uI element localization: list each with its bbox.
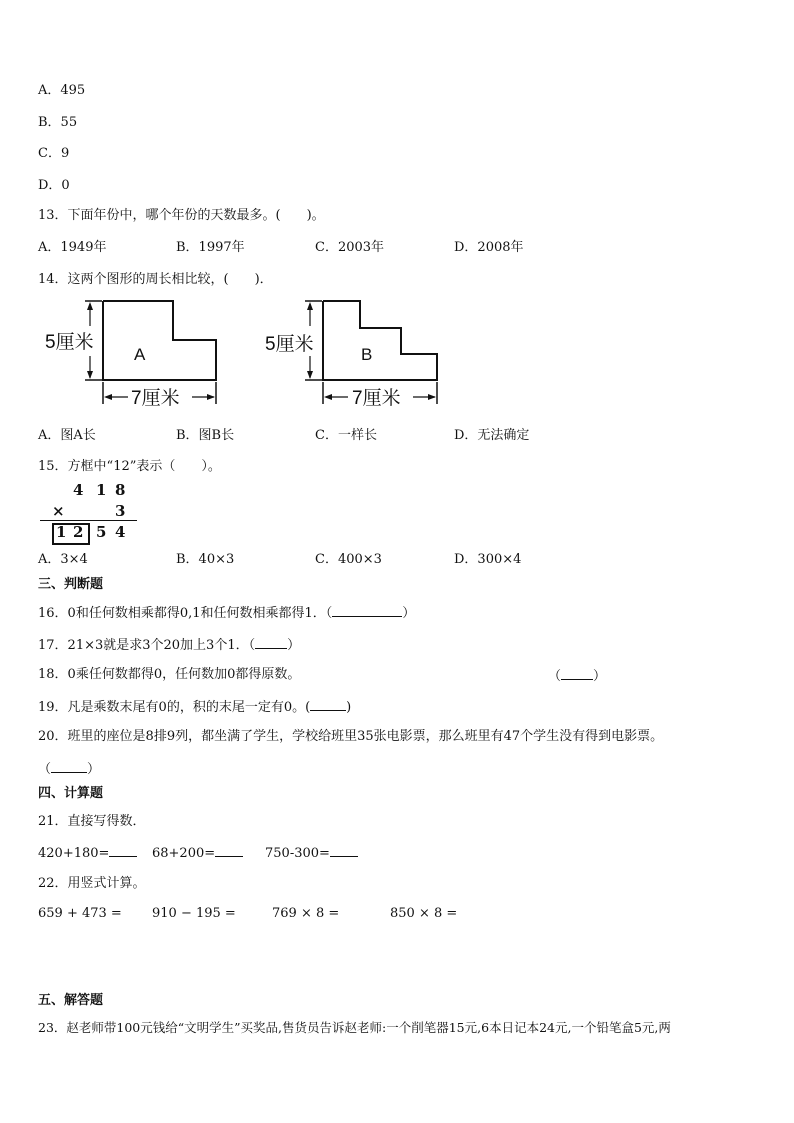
question-21: 21．直接写得数． <box>38 814 146 829</box>
answer-blank[interactable] <box>109 844 137 857</box>
option-b: B．55 <box>38 115 78 130</box>
q13-option-d: D．2008年 <box>454 240 524 255</box>
paren-open: （ <box>38 762 52 777</box>
product-digit: 4 <box>115 523 126 541</box>
figure-a-width-label: 7厘米 <box>131 388 180 409</box>
question-19 <box>38 698 351 716</box>
oral-calc-item <box>152 844 243 861</box>
option-a: A．495 <box>38 83 86 98</box>
q15-option-d: D．300×4 <box>454 552 522 567</box>
question-20: 20．班里的座位是8排9列，都坐满了学生，学校给班里35张电影票，那么班里有47个学生没有得到电影票。 <box>38 729 664 744</box>
section-title: 三、判断题 <box>38 577 104 592</box>
q14-option-c: C．一样长 <box>315 428 377 443</box>
q14-option-b: B．图B长 <box>176 428 235 443</box>
q15-option-b: B．40×3 <box>176 552 235 567</box>
vertical-calc-item: 769 × 8 = <box>272 906 340 921</box>
q15-option-a: A．3×4 <box>38 552 88 567</box>
product-digit: 5 <box>96 523 107 541</box>
vertical-calc-item: 910 − 195 = <box>152 906 236 921</box>
multiplicand-digit: 4 <box>73 481 84 499</box>
sum-line <box>40 520 137 521</box>
answer-blank[interactable] <box>255 636 287 649</box>
q13-option-c: C．2003年 <box>315 240 385 255</box>
paren-open: （ <box>548 669 562 684</box>
q14-option-d: D．无法确定 <box>454 428 530 443</box>
question-15: 15．方框中“12”表示（ ）。 <box>38 459 221 474</box>
product-boxed-digit: 2 <box>73 523 84 541</box>
question-17 <box>38 636 300 654</box>
q13-option-b: B．1997年 <box>176 240 245 255</box>
question-17-text: 17．21×3就是求3个20加上3个1．（ <box>38 638 256 653</box>
answer-blank[interactable] <box>561 667 593 680</box>
paren-close: ） <box>402 606 416 621</box>
q15-option-c: C．400×3 <box>315 552 382 567</box>
question-14: 14．这两个图形的周长相比较，( )． <box>38 272 273 287</box>
answer-blank[interactable] <box>332 604 402 617</box>
answer-blank[interactable] <box>51 760 87 773</box>
question-22: 22．用竖式计算。 <box>38 876 146 891</box>
paren-close: ） <box>593 669 607 684</box>
figure-a-height-label: 5厘米 <box>45 332 94 353</box>
paren-close: ） <box>287 638 301 653</box>
vertical-calc-item: 659 + 473 = <box>38 906 122 921</box>
multiplicand-digit: 8 <box>115 481 126 499</box>
oral-calc-item <box>38 844 137 861</box>
option-c: C．9 <box>38 146 70 161</box>
product-boxed-digit: 1 <box>56 523 67 541</box>
section-title: 五、解答题 <box>38 993 104 1008</box>
multiplicand-digit: 1 <box>96 481 107 499</box>
section-title: 四、计算题 <box>38 786 104 801</box>
figure-b-height-label: 5厘米 <box>265 334 314 355</box>
answer-blank[interactable] <box>215 844 243 857</box>
question-20-answer <box>38 760 100 778</box>
oral-calc-expression: 420+180= <box>38 846 110 861</box>
multiply-sign: × <box>52 502 65 520</box>
question-16 <box>38 604 415 622</box>
figure-a-name: A <box>134 345 146 364</box>
vertical-calc-item: 850 × 8 = <box>390 906 458 921</box>
q14-option-a: A．图A长 <box>38 428 96 443</box>
paren-close: ) <box>346 700 352 715</box>
question-23: 23．赵老师带100元钱给“文明学生”买奖品,售货员告诉赵老师:一个削笔器15元,6本日记本24元,一个铅笔盒5元,两 <box>38 1020 671 1035</box>
oral-calc-item <box>265 844 358 861</box>
answer-blank[interactable] <box>310 698 346 711</box>
question-16-text: 16．0和任何数相乘都得0,1和任何数相乘都得1．（ <box>38 606 333 621</box>
question-19-text: 19．凡是乘数末尾有0的，积的末尾一定有0。( <box>38 700 311 715</box>
question-18: 18．0乘任何数都得0，任何数加0都得原数。 <box>38 667 301 682</box>
question-13: 13．下面年份中，哪个年份的天数最多。( )。 <box>38 208 325 223</box>
paren-close: ） <box>87 762 101 777</box>
multiplier-digit: 3 <box>115 502 126 520</box>
oral-calc-expression: 68+200= <box>152 846 216 861</box>
q13-option-a: A．1949年 <box>38 240 107 255</box>
question-18-answer <box>548 667 606 685</box>
oral-calc-expression: 750-300= <box>265 846 330 861</box>
option-d: D．0 <box>38 178 70 193</box>
figure-b-name: B <box>361 345 373 364</box>
perimeter-figures <box>40 296 460 414</box>
answer-blank[interactable] <box>330 844 358 857</box>
figure-b-width-label: 7厘米 <box>352 388 401 409</box>
